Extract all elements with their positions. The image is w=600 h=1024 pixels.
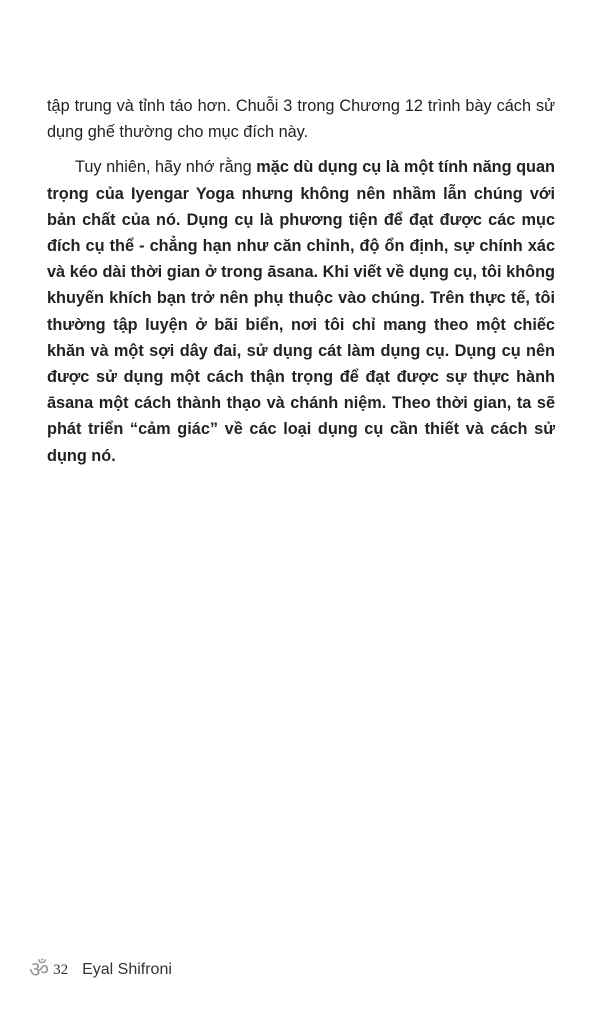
om-icon: ॐ	[29, 957, 50, 982]
body-text	[47, 93, 555, 469]
page-footer	[29, 955, 172, 985]
paragraph-1: tập trung và tỉnh táo hơn. Chuỗi 3 trong Chương 12 trình bày cách sử dụng ghế thường cho mục đích này.	[47, 97, 555, 142]
paragraph-2	[47, 154, 555, 468]
author-name: Eyal Shifroni	[82, 961, 172, 978]
paragraph-2-intro: Tuy nhiên, hãy nhớ rằng	[75, 158, 257, 177]
page-number: 32	[53, 961, 69, 978]
paragraph-2-bold: mặc dù dụng cụ là một tính năng quan trọng của Iyengar Yoga nhưng không nên nhầm lẫn chúng với bản chất của nó. Dụng cụ là phương tiện để đạt được các mục đích cụ thể - chẳng hạn như căn chỉnh, độ ổn định, sự chính xác và kéo dài thời gian ở trong āsana. Khi viết về dụng cụ, tôi không khuyến khích bạn trở nên phụ thuộc vào chúng. Trên thực tế, tôi thường tập luyện ở bãi biển, nơi tôi chỉ mang theo một chiếc khăn và một sợi dây đai, sử dụng cát làm dụng cụ. Dụng cụ nên được sử dụng một cách thận trọng để đạt được sự thực hành āsana một cách thành thạo và chánh niệm. Theo thời gian, ta sẽ phát triển “cảm giác” về các loại dụng cụ cần thiết và cách sử dụng nó.	[47, 158, 555, 465]
